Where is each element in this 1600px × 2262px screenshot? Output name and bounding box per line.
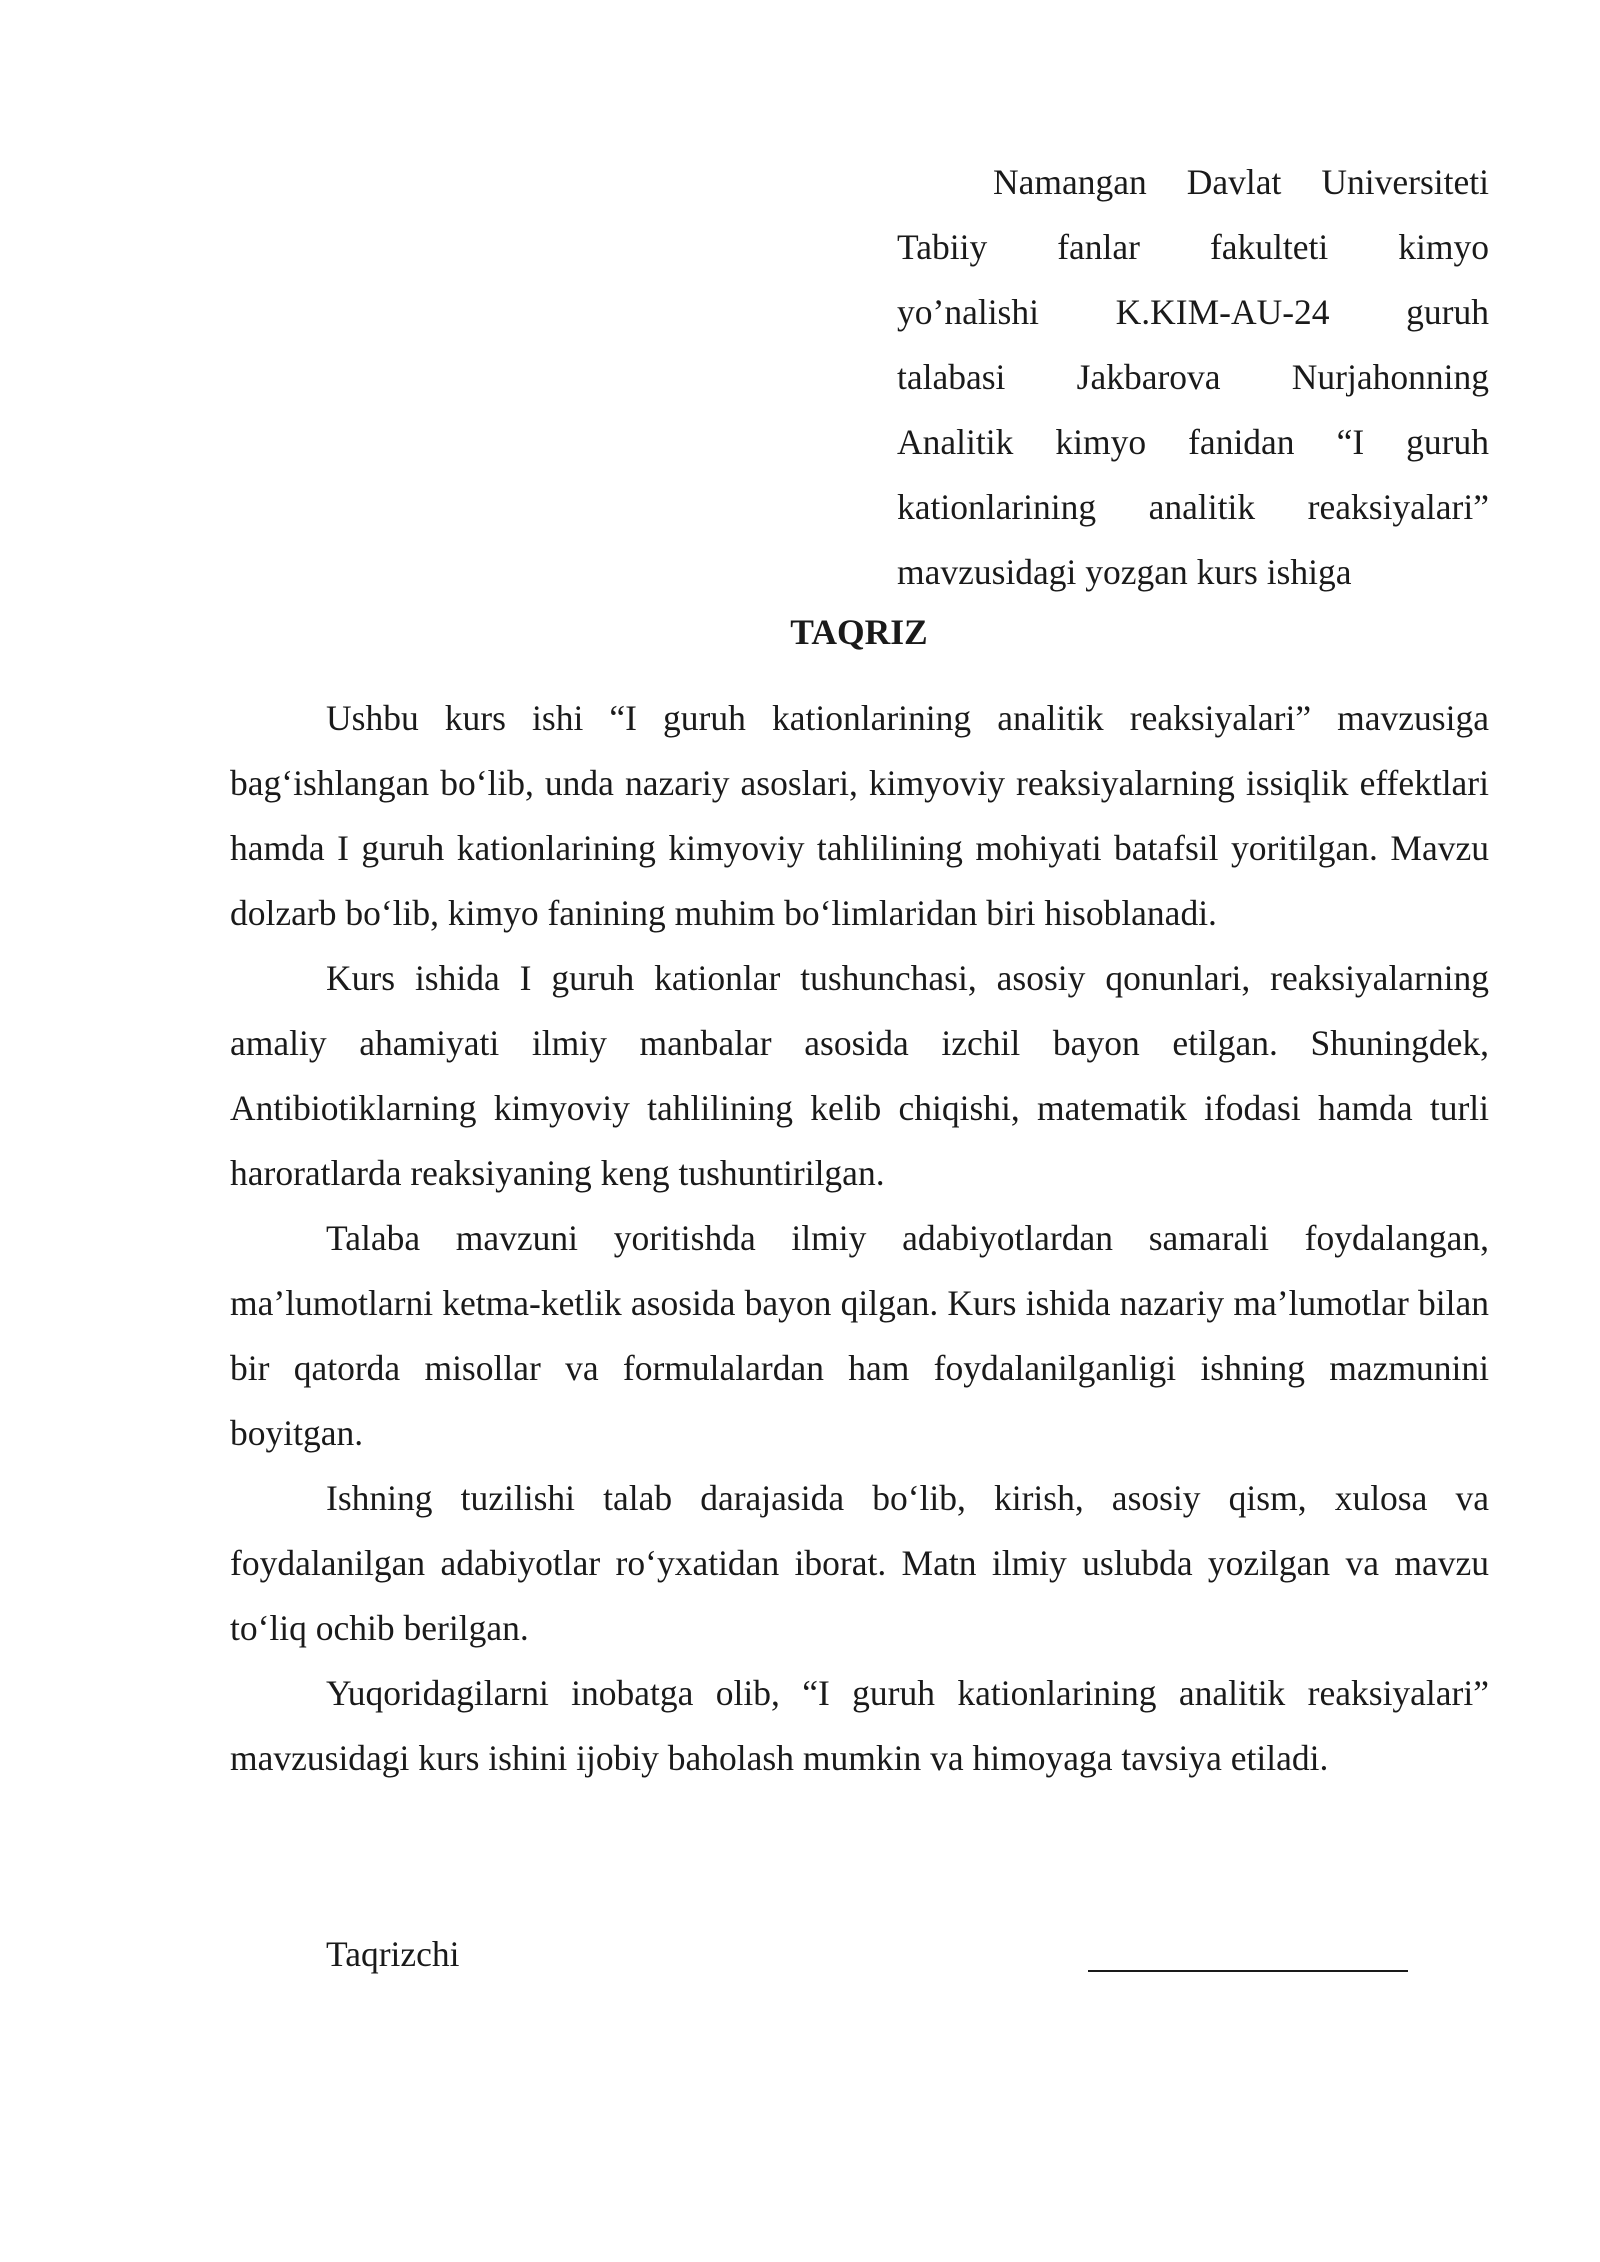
signature-line (1088, 1970, 1408, 1972)
addressee-line: talabasi Jakbarova Nurjahonning (897, 357, 1489, 397)
body-paragraph: Talaba mavzuni yoritishda ilmiy adabiyotlardan samarali foydalangan, ma’lumotlarni ketma-ketlik asosida bayon qilgan. Kurs ishida nazariy ma’lumotlar bilan bir qatorda misollar va formulalardan ham foydalanilganligi ishning mazmunini boyitgan. (230, 1218, 1489, 1453)
document-title: TAQRIZ (790, 612, 928, 652)
addressee-line: yo’nalishi K.KIM-AU-24 guruh (897, 292, 1489, 332)
addressee-block (897, 150, 1489, 605)
signature-block (0, 1922, 1600, 1987)
body-paragraph: Ushbu kurs ishi “I guruh kationlarining analitik reaksiyalari” mavzusiga bag‘ishlangan bo‘lib, unda nazariy asoslari, kimyoviy reaksiyalarning issiqlik effektlari hamda I guruh kationlarining kimyoviy tahlilining mohiyati batafsil yoritilgan. Mavzu dolzarb bo‘lib, kimyo fanining muhim bo‘limlaridan biri hisoblanadi. (230, 698, 1489, 933)
addressee-line: kationlarining analitik reaksiyalari” (897, 487, 1489, 527)
body-paragraph: Kurs ishida I guruh kationlar tushunchasi, asosiy qonunlari, reaksiyalarning amaliy ahamiyati ilmiy manbalar asosida izchil bayon etilgan. Shuningdek, Antibiotiklarning kimyoviy tahlilining kelib chiqishi, matematik ifodasi hamda turli haroratlarda reaksiyaning keng tushuntirilgan. (230, 958, 1489, 1193)
addressee-line: mavzusidagi yozgan kurs ishiga (897, 552, 1352, 592)
reviewer-label: Taqrizchi (326, 1934, 460, 1974)
addressee-line: Analitik kimyo fanidan “I guruh (897, 422, 1489, 462)
body-paragraph: Yuqoridagilarni inobatga olib, “I guruh kationlarining analitik reaksiyalari” mavzusidagi kurs ishini ijobiy baholash mumkin va himoyaga tavsiya etiladi. (230, 1673, 1489, 1778)
addressee-line: Tabiiy fanlar fakulteti kimyo (897, 227, 1489, 267)
body-paragraph: Ishning tuzilishi talab darajasida bo‘lib, kirish, asosiy qism, xulosa va foydalanilgan adabiyotlar ro‘yxatidan iborat. Matn ilmiy uslubda yozilgan va mavzu to‘liq ochib berilgan. (230, 1478, 1489, 1648)
review-body (230, 686, 1489, 1791)
addressee-line: Namangan Davlat Universiteti (993, 162, 1489, 202)
